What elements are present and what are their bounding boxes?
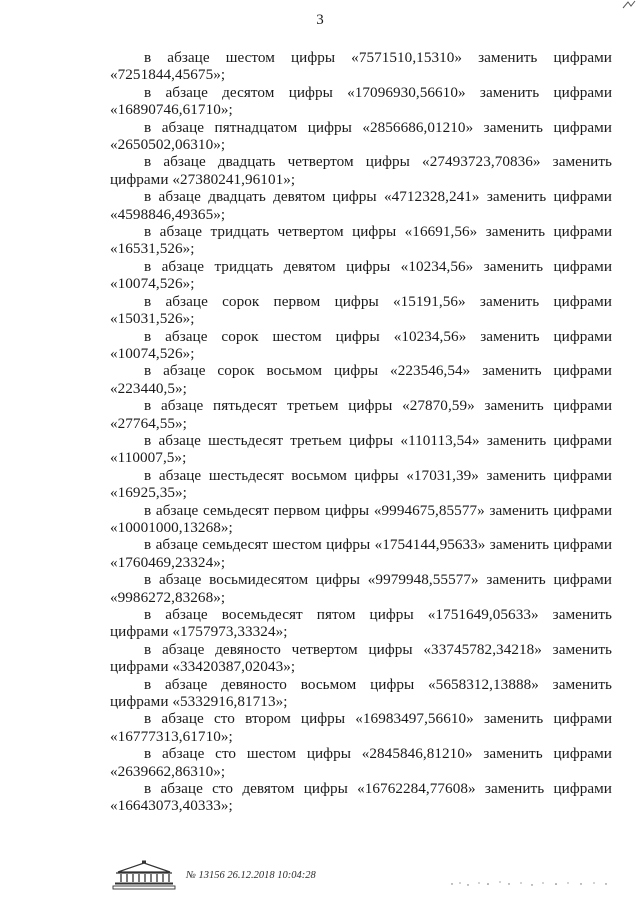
amendment-paragraph: в абзаце девяносто восьмом цифры «5658312,13888» заменить цифрами «5332916,81713»; (110, 675, 612, 711)
document-id: № 13156 26.12.2018 10:04:28 (186, 870, 316, 881)
amendment-paragraph: в абзаце двадцать девятом цифры «4712328,241» заменить цифрами «4598846,49365»; (110, 188, 612, 223)
amendment-paragraph: в абзаце пятьдесят третьем цифры «27870,59» заменить цифрами «27764,55»; (110, 397, 612, 432)
amendment-paragraph: в абзаце шестьдесят третьем цифры «110113,54» заменить цифрами «110007,5»; (110, 431, 612, 467)
scan-mark-icon (622, 0, 636, 10)
amendment-paragraph: в абзаце сорок первом цифры «15191,56» заменить цифрами «15031,526»; (110, 292, 612, 328)
amendment-paragraph: в абзаце шестом цифры «7571510,15310» заменить цифрами «7251844,45675»; (110, 49, 612, 84)
amendment-paragraph: в абзаце сто втором цифры «16983497,56610» заменить цифрами «16777313,61710»; (110, 710, 612, 745)
government-building-icon (112, 860, 176, 890)
amendment-paragraph: в абзаце тридцать девятом цифры «10234,56» заменить цифрами «10074,526»; (110, 257, 612, 293)
document-body (110, 49, 612, 815)
amendment-paragraph: в абзаце восемьдесят пятом цифры «1751649,05633» заменить цифрами «1757973,33324»; (110, 606, 612, 641)
scan-noise (448, 878, 618, 888)
amendment-paragraph: в абзаце девяносто четвертом цифры «33745782,34218» заменить цифрами «33420387,02043»; (110, 640, 612, 676)
amendment-paragraph: в абзаце тридцать четвертом цифры «16691,56» заменить цифрами «16531,526»; (110, 223, 612, 258)
amendment-paragraph: в абзаце десятом цифры «17096930,56610» заменить цифрами «16890746,61710»; (110, 83, 612, 119)
amendment-paragraph: в абзаце семьдесят первом цифры «9994675,85577» заменить цифрами «10001000,13268»; (110, 501, 612, 536)
amendment-paragraph: в абзаце сто шестом цифры «2845846,81210» заменить цифрами «2639662,86310»; (110, 745, 612, 780)
page-number: 3 (316, 12, 324, 28)
amendment-paragraph: в абзаце шестьдесят восьмом цифры «17031,39» заменить цифрами «16925,35»; (110, 466, 612, 502)
amendment-paragraph: в абзаце семьдесят шестом цифры «1754144,95633» заменить цифрами «1760469,23324»; (110, 536, 612, 571)
amendment-paragraph: в абзаце восьмидесятом цифры «9979948,55577» заменить цифрами «9986272,83268»; (110, 571, 612, 606)
footer (0, 858, 640, 905)
amendment-paragraph: в абзаце двадцать четвертом цифры «27493723,70836» заменить цифрами «27380241,96101»; (110, 153, 612, 188)
amendment-paragraph: в абзаце сорок шестом цифры «10234,56» заменить цифрами «10074,526»; (110, 327, 612, 362)
amendment-paragraph: в абзаце сорок восьмом цифры «223546,54» заменить цифрами «223440,5»; (110, 362, 612, 397)
amendment-paragraph: в абзаце сто девятом цифры «16762284,77608» заменить цифрами «16643073,40333»; (110, 780, 612, 815)
amendment-paragraph: в абзаце пятнадцатом цифры «2856686,01210» заменить цифрами «2650502,06310»; (110, 118, 612, 154)
